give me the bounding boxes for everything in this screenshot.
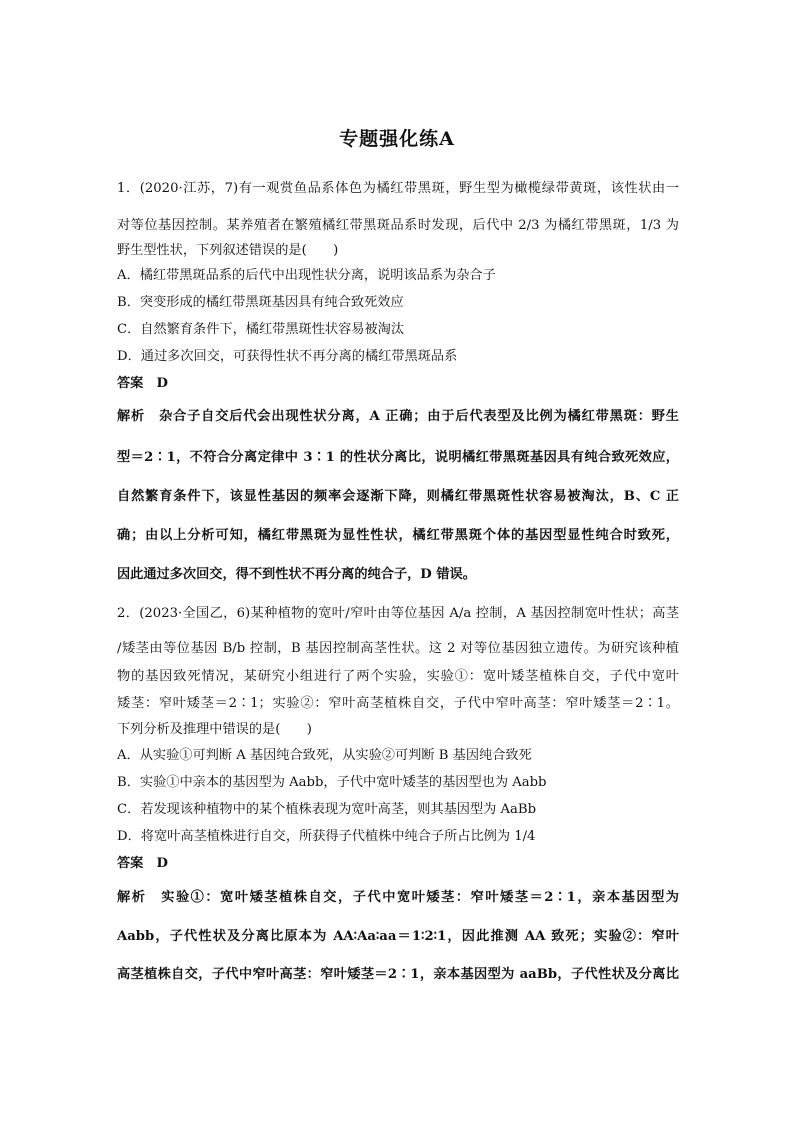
q2-analysis-line-2: Aabb，子代性状及分离比原本为 AA∶Aa∶aa＝1∶2∶1，因此推测 AA 致死；实验②：窄叶 <box>117 929 679 944</box>
q1-analysis-line-3: 自然繁育条件下，该显性基因的频率会逐渐下降，则橘红带黑斑性状容易被淘汰，B、C 正 <box>117 489 679 504</box>
q1-answer: 答案 D <box>117 376 168 391</box>
q1-stem-line-3: 野生型性状，下列叙述错误的是( ) <box>117 243 339 258</box>
q2-option-a: A．从实验①可判断 A 基因纯合致死，从实验②可判断 B 基因纯合致死 <box>117 748 532 763</box>
q2-stem-line-4: 矮茎：窄叶矮茎＝2∶1；实验②：窄叶高茎植株自交，子代中窄叶高茎：窄叶矮茎＝2∶1。 <box>117 696 679 711</box>
q1-option-a: A．橘红带黑斑品系的后代中出现性状分离，说明该品系为杂合子 <box>117 268 496 283</box>
q2-answer: 答案 D <box>117 856 168 871</box>
q2-option-b: B．实验①中亲本的基因型为 Aabb，子代中宽叶矮茎的基因型也为 Aabb <box>117 775 547 790</box>
q1-stem-line-2: 对等位基因控制。某养殖者在繁殖橘红带黑斑品系时发现，后代中 2/3 为橘红带黑斑，1/3 为 <box>117 218 679 233</box>
q1-analysis-line-4: 确；由以上分析可知，橘红带黑斑为显性性状，橘红带黑斑个体的基因型显性纯合时致死， <box>117 528 679 543</box>
q2-option-c: C．若发现该种植物中的某个植株表现为宽叶高茎，则其基因型为 AaBb <box>117 802 537 817</box>
q1-option-d: D．通过多次回交，可获得性状不再分离的橘红带黑斑品系 <box>117 349 458 364</box>
q1-option-c: C．自然繁育条件下，橘红带黑斑性状容易被淘汰 <box>117 322 405 337</box>
q2-option-d: D．将宽叶高茎植株进行自交，所获得子代植株中纯合子所占比例为 1/4 <box>117 829 536 844</box>
q1-analysis-line-1: 解析 杂合子自交后代会出现性状分离，A 正确；由于后代表型及比例为橘红带黑斑：野生 <box>117 409 679 424</box>
q1-option-b: B．突变形成的橘红带黑斑基因具有纯合致死效应 <box>117 295 404 310</box>
page-title: 专题强化练A <box>339 128 455 150</box>
q2-analysis-line-3: 高茎植株自交，子代中窄叶高茎：窄叶矮茎＝2∶1，亲本基因型为 aaBb，子代性状及分离比 <box>117 967 679 982</box>
q2-stem-line-2: /矮茎由等位基因 B/b 控制，B 基因控制高茎性状。这 2 对等位基因独立遗传。为研究该种植 <box>117 641 679 656</box>
q2-stem-line-1: 2．(2023·全国乙，6)某种植物的宽叶/窄叶由等位基因 A/a 控制，A 基因控制宽叶性状；高茎 <box>117 606 679 621</box>
q2-stem-line-3: 物的基因致死情况，某研究小组进行了两个实验，实验①：宽叶矮茎植株自交，子代中宽叶 <box>117 669 679 684</box>
q2-analysis-line-1: 解析 实验①：宽叶矮茎植株自交，子代中宽叶矮茎：窄叶矮茎＝2∶1，亲本基因型为 <box>117 890 679 905</box>
q2-stem-line-5: 下列分析及推理中错误的是( ) <box>117 722 312 737</box>
q1-stem-line-1: 1．(2020·江苏，7)有一观赏鱼品系体色为橘红带黑斑，野生型为橄榄绿带黄斑，该性状由一 <box>117 181 679 196</box>
q1-analysis-line-2: 型＝2∶1，不符合分离定律中 3∶1 的性状分离比，说明橘红带黑斑基因具有纯合致死效应， <box>117 450 679 465</box>
q1-analysis-line-5: 因此通过多次回交，得不到性状不再分离的纯合子，D 错误。 <box>117 567 476 582</box>
